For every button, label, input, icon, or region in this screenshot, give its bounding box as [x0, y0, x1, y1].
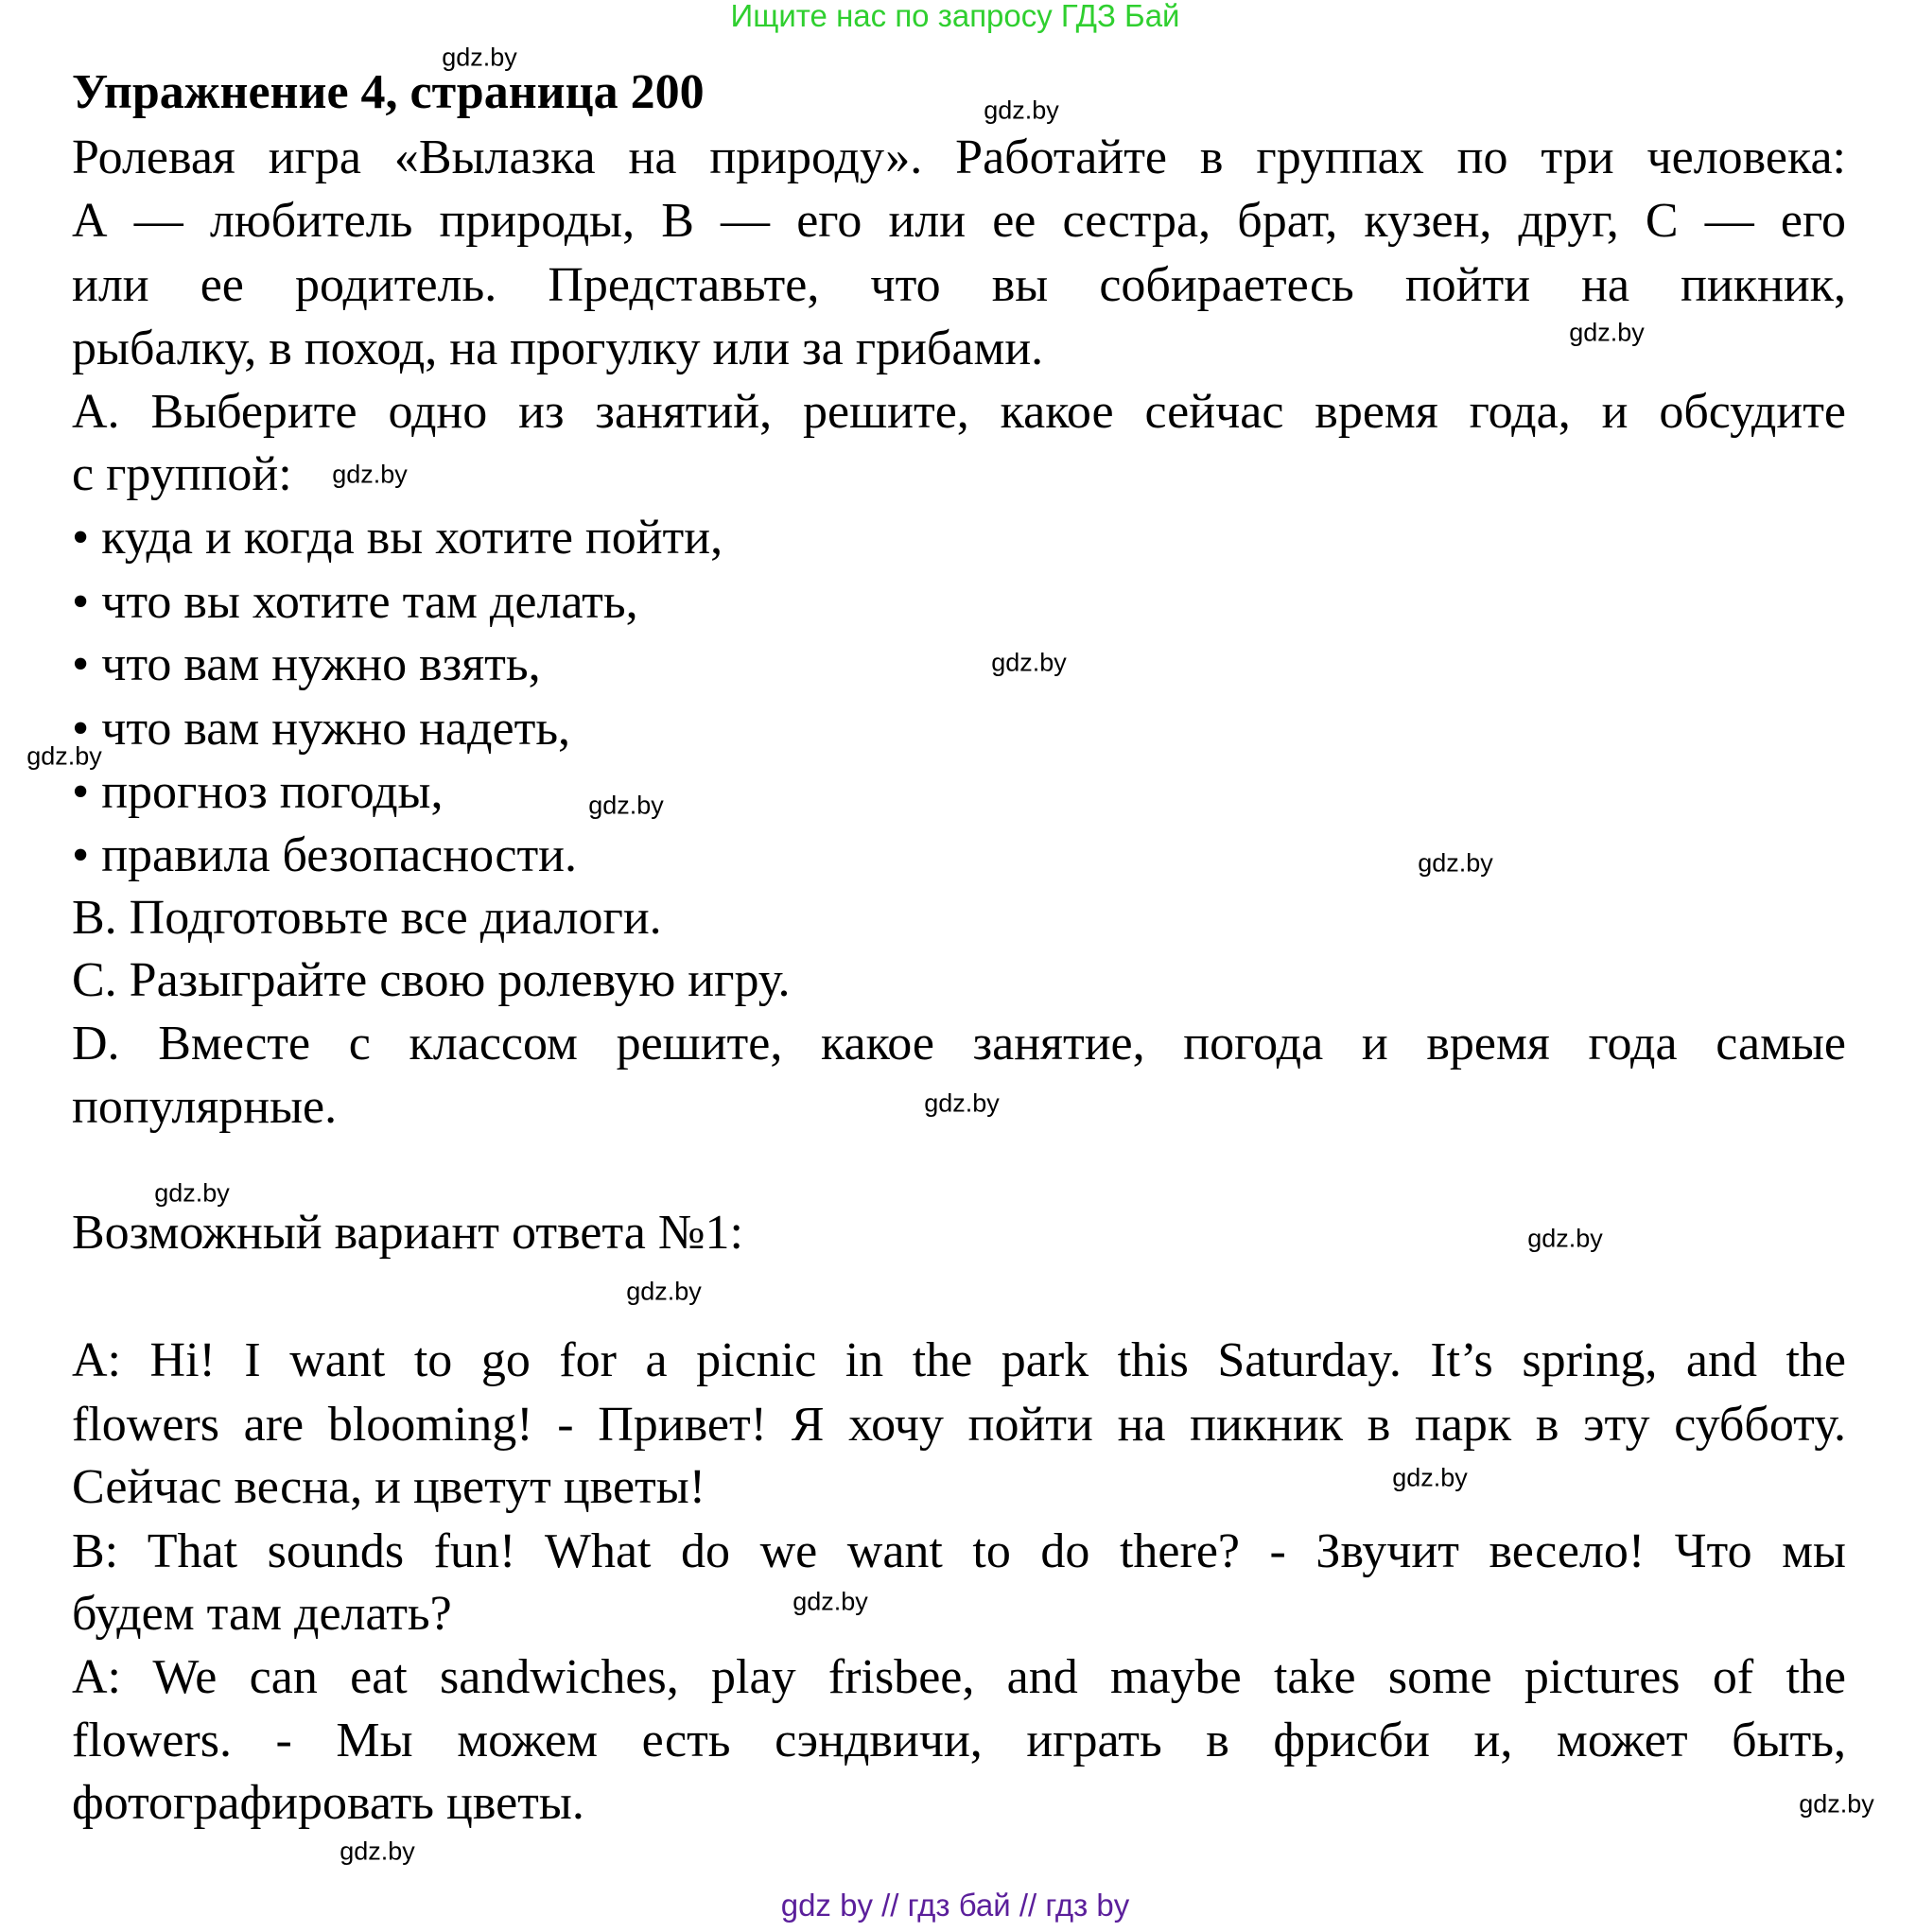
search-banner: Ищите нас по запросу ГДЗ Бай: [730, 0, 1180, 33]
task-line: рыбалку, в поход, на прогулку или за грибами.: [72, 322, 1044, 375]
task-line: C. Разыграйте свою ролевую игру.: [72, 953, 791, 1007]
watermark: gdz.by: [1569, 318, 1645, 347]
bullet-item: • что вы хотите там делать,: [72, 575, 638, 629]
answer-line: будем там делать?: [72, 1587, 452, 1641]
answer-line: A: We can eat sandwiches, play frisbee, and maybe take some pictures of the: [72, 1650, 1846, 1704]
watermark: gdz.by: [1799, 1789, 1874, 1819]
watermark: gdz.by: [991, 648, 1067, 677]
bullet-item: • куда и когда вы хотите пойти,: [72, 511, 723, 565]
watermark: gdz.by: [1392, 1463, 1468, 1492]
watermark: gdz.by: [332, 460, 408, 489]
answer-line: A: Hi! I want to go for a picnic in the park this Saturday. It’s spring, and the: [72, 1333, 1846, 1387]
footer-links: gdz by // гдз бай // гдз by: [780, 1888, 1130, 1923]
task-line: А — любитель природы, В — его или ее сестра, брат, кузен, друг, С — его: [72, 194, 1846, 248]
watermark: gdz.by: [340, 1836, 415, 1866]
task-line: D. Вместе с классом решите, какое занятие, погода и время года самые: [72, 1017, 1846, 1070]
task-line: B. Подготовьте все диалоги.: [72, 891, 662, 945]
page-title: Упражнение 4, страница 200: [72, 65, 705, 119]
watermark: gdz.by: [793, 1587, 868, 1616]
watermark: gdz.by: [26, 741, 102, 771]
watermark: gdz.by: [626, 1277, 702, 1306]
watermark: gdz.by: [984, 96, 1059, 125]
task-line: A. Выберите одно из занятий, решите, какое сейчас время года, и обсудите: [72, 385, 1846, 439]
answer-line: фотографировать цветы.: [72, 1776, 584, 1830]
answer-line: Сейчас весна, и цветут цветы!: [72, 1460, 706, 1514]
bullet-item: • что вам нужно взять,: [72, 637, 541, 691]
bullet-item: • прогноз погоды,: [72, 765, 444, 819]
watermark: gdz.by: [1418, 848, 1493, 878]
answer-line: flowers. - Мы можем есть сэндвичи, играть в фрисби и, может быть,: [72, 1714, 1846, 1767]
watermark: gdz.by: [442, 43, 517, 72]
answer-line: B: That sounds fun! What do we want to do there? - Звучит весело! Что мы: [72, 1524, 1846, 1578]
task-line: с группой:: [72, 447, 292, 501]
task-line: популярные.: [72, 1080, 338, 1134]
answer-line: flowers are blooming! - Привет! Я хочу пойти на пикник в парк в эту субботу.: [72, 1398, 1846, 1452]
task-line: Ролевая игра «Вылазка на природу». Работайте в группах по три человека:: [72, 131, 1846, 184]
task-line: или ее родитель. Представьте, что вы собираетесь пойти на пикник,: [72, 258, 1846, 312]
bullet-item: • правила безопасности.: [72, 828, 577, 882]
watermark: gdz.by: [588, 791, 664, 820]
watermark: gdz.by: [924, 1088, 1000, 1118]
answer-heading: Возможный вариант ответа №1:: [72, 1206, 743, 1260]
watermark: gdz.by: [154, 1178, 230, 1208]
bullet-item: • что вам нужно надеть,: [72, 702, 571, 756]
watermark: gdz.by: [1527, 1224, 1603, 1253]
